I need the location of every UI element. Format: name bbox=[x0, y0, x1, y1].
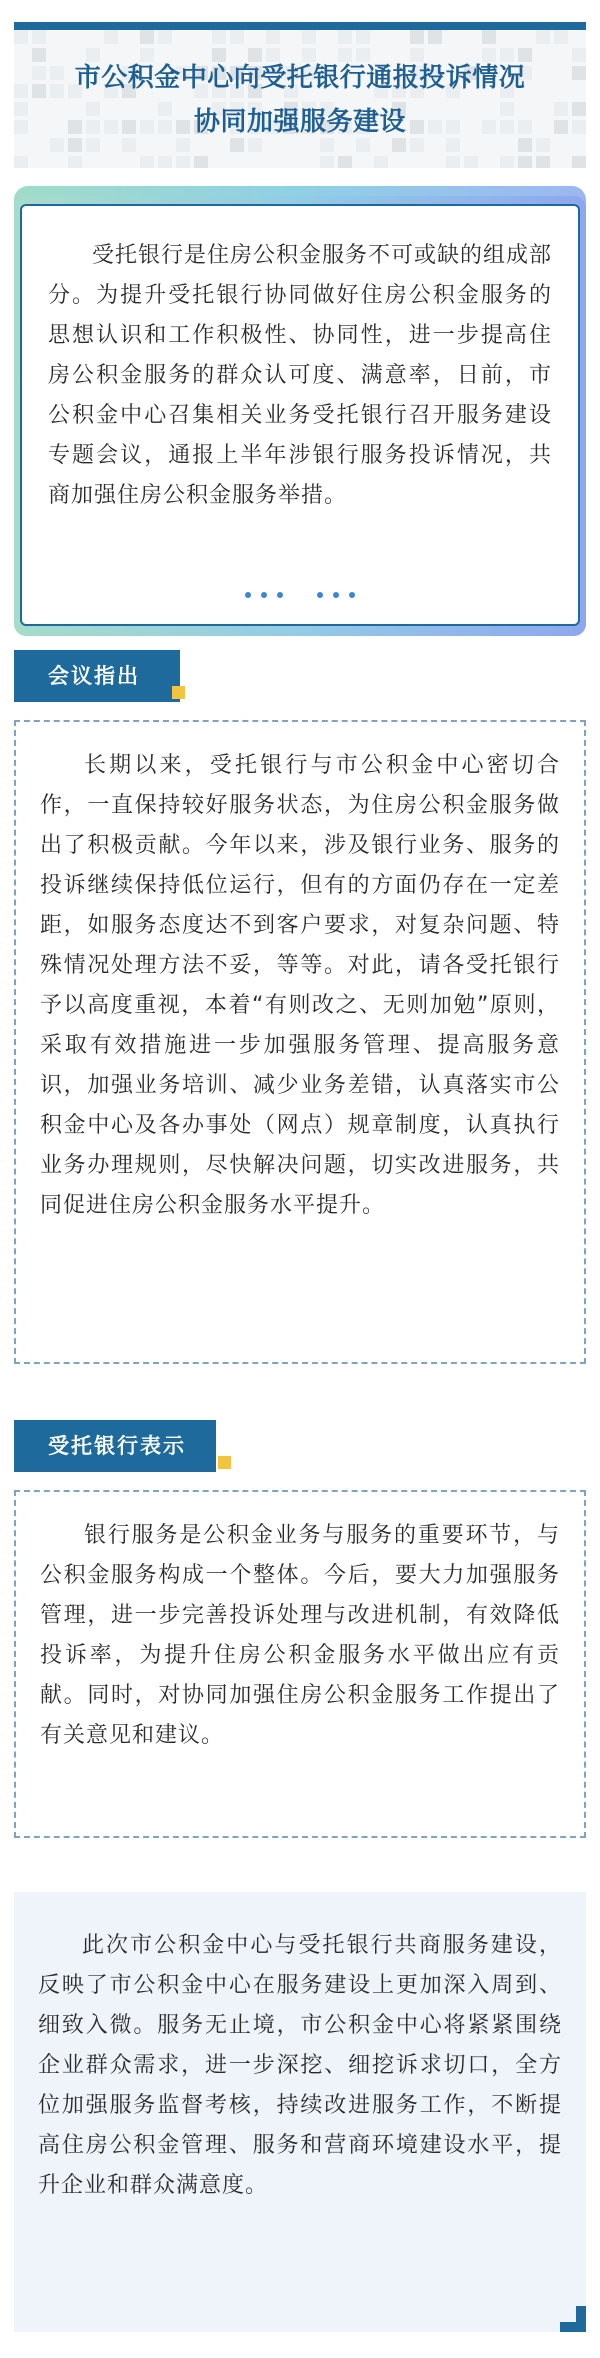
mosaic-tile bbox=[320, 156, 334, 168]
mosaic-tile bbox=[194, 156, 208, 168]
page-title-line1: 市公积金中心向受托银行通报投诉情况 bbox=[74, 63, 526, 93]
mosaic-tile bbox=[428, 30, 442, 44]
mosaic-tile bbox=[536, 30, 550, 44]
dot-icon bbox=[277, 592, 283, 598]
mosaic-tile bbox=[464, 156, 478, 168]
mosaic-tile bbox=[500, 156, 514, 168]
mosaic-tile bbox=[266, 30, 280, 44]
intro-paragraph: 受托银行是住房公积金服务不可或缺的组成部分。为提升受托银行协同做好住房公积金服务的思想认识和工作积极性、协同性，进一步提高住房公积金服务的群众认可度、满意率，日前，市公积金中心召集相关业务受托银行召开服务建设专题会议，通报上半年涉银行服务投诉情况，共商加强住房公积金服务举措。 bbox=[48, 243, 553, 508]
dot-group-right bbox=[317, 592, 355, 598]
mosaic-tile bbox=[482, 30, 496, 44]
mosaic-tile bbox=[554, 30, 568, 44]
page-title bbox=[14, 56, 586, 144]
mosaic-tile bbox=[338, 156, 352, 168]
mosaic-tile bbox=[356, 30, 370, 44]
dot-icon bbox=[333, 592, 339, 598]
section-tab-meeting: 会议指出 bbox=[14, 650, 180, 702]
section-1-box bbox=[14, 720, 586, 1364]
intro-card-inner bbox=[20, 204, 580, 626]
mosaic-tile bbox=[446, 156, 460, 168]
yellow-square-icon bbox=[218, 1456, 231, 1469]
mosaic-tile bbox=[68, 156, 82, 168]
section-tab-banks: 受托银行表示 bbox=[14, 1420, 216, 1472]
mosaic-tile bbox=[230, 30, 244, 44]
mosaic-tile bbox=[338, 30, 352, 44]
mosaic-tile bbox=[212, 30, 226, 44]
mosaic-tile bbox=[14, 156, 28, 168]
dot-group-left bbox=[245, 592, 283, 598]
mosaic-tile bbox=[302, 30, 316, 44]
dot-icon bbox=[317, 592, 323, 598]
mosaic-tile bbox=[32, 30, 46, 44]
mosaic-tile bbox=[140, 156, 154, 168]
mosaic-tile bbox=[104, 30, 118, 44]
mosaic-tile bbox=[140, 30, 154, 44]
section-2-paragraph: 银行服务是公积金业务与服务的重要环节，与公积金服务构成一个整体。今后，要大力加强服务管理，进一步完善投诉处理与改进机制，有效降低投诉率，为提升住房公积金服务水平做出应有贡献。同时，对协同加强住房公积金服务工作提出了有关意见和建议。 bbox=[40, 1523, 560, 1748]
intro-card bbox=[14, 196, 586, 636]
dot-icon bbox=[349, 592, 355, 598]
section-1-paragraph: 长期以来，受托银行与市公积金中心密切合作，一直保持较好服务状态，为住房公积金服务做出了积极贡献。今年以来，涉及银行业务、服务的投诉继续保持低位运行，但有的方面仍存在一定差距，如服务态度达不到客户要求，对复杂问题、特殊情况处理方法不妥，等等。对此，请各受托银行予以高度重视，本着“有则改之、无则加勉”原则，采取有效措施进一步加强服务管理、提高服务意识，加强业务培训、减少业务差错，认真落实市公积金中心及各办事处（网点）规章制度，认真执行业务办理规则，尽快解决问题，切实改进服务，共同促进住房公积金服务水平提升。 bbox=[40, 753, 560, 1218]
mosaic-tile bbox=[158, 156, 172, 168]
mosaic-tile bbox=[410, 30, 424, 44]
closing-panel bbox=[14, 1892, 586, 2332]
mosaic-tile bbox=[518, 156, 532, 168]
page-title-line2: 协同加强服务建设 bbox=[193, 107, 406, 137]
closing-paragraph: 此次市公积金中心与受托银行共商服务建设，反映了市公积金中心在服务建设上更加深入周到、细致入微。服务无止境，市公积金中心将紧紧围绕企业群众需求，进一步深挖、细挖诉求切口，全方位加强服务监督考核，持续改进服务工作，不断提高住房公积金管理、服务和营商环境建设水平，提升企业和群众满意度。 bbox=[38, 1933, 562, 2198]
mosaic-tile bbox=[572, 156, 586, 168]
mosaic-tile bbox=[536, 156, 550, 168]
corner-accent-vertical bbox=[576, 2306, 586, 2332]
yellow-square-icon bbox=[172, 686, 185, 699]
mosaic-tile bbox=[374, 156, 388, 168]
header-top-line bbox=[14, 22, 586, 30]
mosaic-tile bbox=[176, 156, 190, 168]
dot-icon bbox=[261, 592, 267, 598]
section-2-box bbox=[14, 1490, 586, 1838]
decorative-dots bbox=[22, 592, 578, 598]
article-header bbox=[14, 22, 586, 168]
mosaic-tile bbox=[158, 30, 172, 44]
mosaic-tile bbox=[14, 30, 28, 44]
dot-icon bbox=[245, 592, 251, 598]
